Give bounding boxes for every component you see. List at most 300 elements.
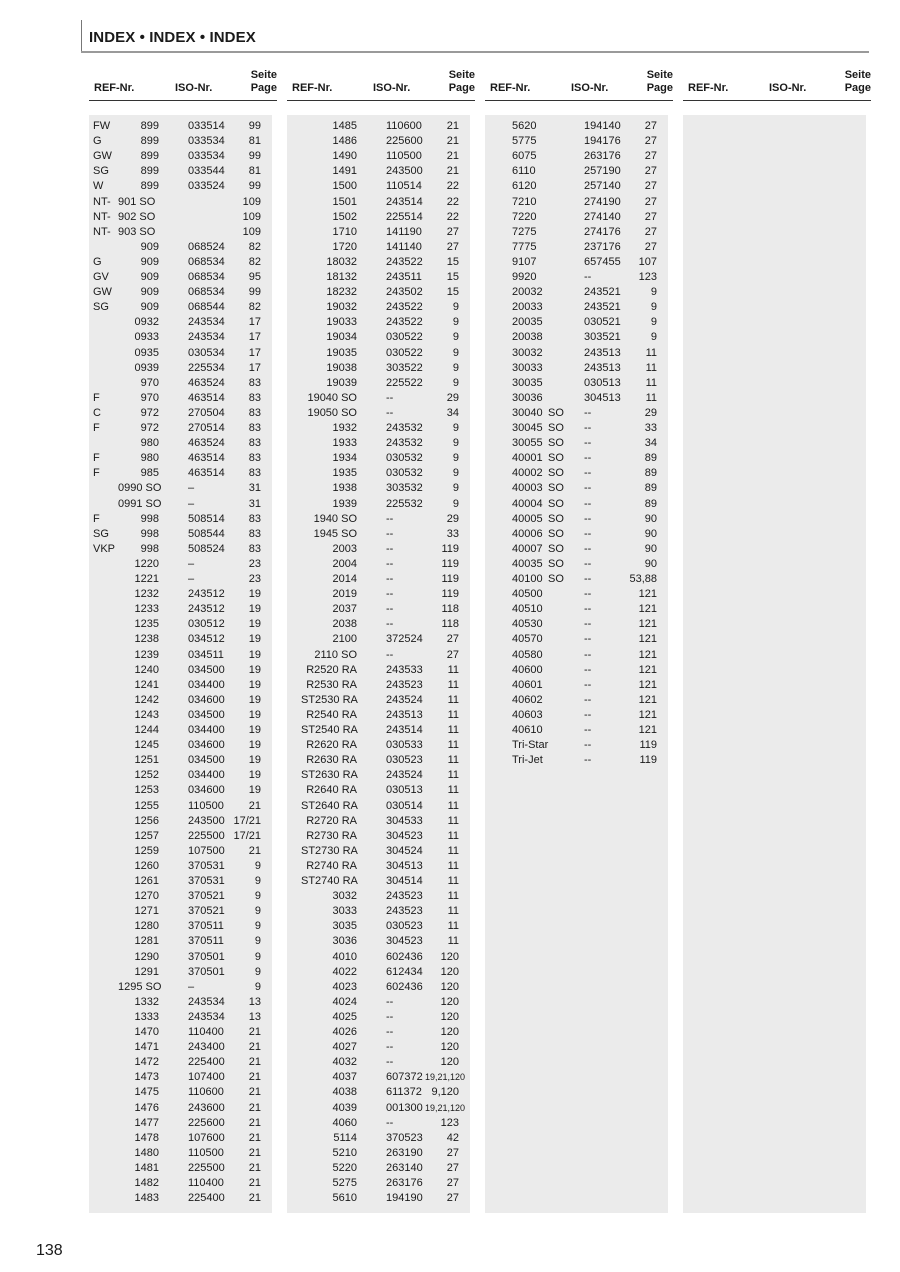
page-ref: 121	[638, 603, 657, 616]
iso-number: 030513	[584, 376, 621, 389]
ref-number: 1471	[134, 1041, 159, 1054]
page-ref: 17	[248, 331, 261, 344]
page-ref: 81	[248, 135, 261, 148]
page-ref: 21	[248, 1101, 261, 1114]
page-ref: 9	[650, 301, 657, 314]
index-row	[485, 602, 668, 617]
index-row	[287, 179, 470, 194]
ref-number: ST2640 RA	[301, 799, 358, 812]
page-ref: 33	[644, 422, 657, 434]
ref-prefix: SG	[93, 301, 109, 314]
page-ref: 107	[638, 255, 657, 268]
index-row	[89, 738, 272, 753]
ref-number: R2640 RA	[306, 784, 357, 797]
header-iso: ISO-Nr.	[373, 82, 411, 94]
index-row	[485, 708, 668, 723]
iso-number: 257190	[584, 165, 621, 178]
page-ref: 27	[644, 150, 657, 163]
index-row	[89, 195, 272, 210]
index-row	[89, 829, 272, 844]
ref-number: 1478	[134, 1131, 159, 1144]
ref-number: 40610	[512, 724, 543, 736]
ref-number: 2004	[332, 557, 357, 570]
header-iso: ISO-Nr.	[175, 82, 213, 94]
page-ref: 19	[248, 739, 261, 752]
ref-suffix: SO	[548, 497, 564, 510]
iso-number: 225534	[188, 361, 225, 374]
index-row	[89, 134, 272, 149]
page-ref: 11	[447, 829, 459, 842]
ref-prefix: SG	[93, 165, 109, 178]
page-ref: 17	[248, 346, 261, 359]
ref-number: 1491	[332, 165, 357, 178]
page-ref: 83	[248, 406, 261, 419]
iso-number: 033544	[188, 165, 225, 178]
page-ref: 123	[440, 1116, 459, 1129]
index-row	[287, 376, 470, 391]
index-row	[287, 195, 470, 210]
ref-number: 3032	[332, 890, 357, 903]
ref-number: R2630 RA	[306, 754, 357, 767]
iso-number: --	[584, 708, 592, 721]
ref-number: 40001	[512, 452, 543, 465]
ref-number: 1934	[332, 452, 357, 465]
ref-number: 1238	[134, 633, 159, 646]
index-row	[89, 497, 272, 512]
ref-number: 7210	[512, 195, 537, 208]
iso-number: 243521	[584, 301, 621, 314]
ref-suffix: SO	[548, 437, 564, 450]
index-row	[287, 542, 470, 557]
page-ref: 119	[441, 557, 459, 570]
iso-number: 463514	[188, 452, 225, 465]
iso-number: 033524	[188, 180, 225, 193]
index-row	[287, 346, 470, 361]
iso-number: 274140	[584, 210, 621, 223]
index-row	[287, 904, 470, 919]
iso-number: 107500	[188, 844, 225, 857]
page-ref: 90	[644, 527, 657, 540]
ref-number: 19035	[326, 346, 357, 359]
page-ref: 11	[447, 844, 459, 857]
page-ref: 9	[452, 346, 459, 359]
page-ref: 83	[248, 512, 261, 525]
page-ref: 34	[446, 406, 459, 419]
ref-number: 4024	[332, 995, 357, 1008]
iso-number: 030533	[386, 739, 423, 752]
index-row	[485, 542, 668, 557]
iso-number: 110500	[188, 1146, 224, 1159]
index-row	[287, 391, 470, 406]
iso-number: 034500	[188, 663, 225, 676]
ref-number: 1476	[134, 1101, 159, 1114]
index-row	[287, 240, 470, 255]
page-ref: 21	[248, 1071, 261, 1084]
ref-prefix: FW	[93, 120, 111, 132]
iso-number: 030513	[386, 784, 423, 797]
index-row	[485, 572, 668, 587]
index-row	[287, 164, 470, 179]
index-row	[89, 285, 272, 300]
index-row	[287, 119, 470, 134]
index-row	[89, 617, 272, 632]
iso-number: --	[584, 422, 592, 434]
iso-number: 243524	[386, 769, 423, 782]
iso-number: --	[386, 542, 394, 555]
index-row	[89, 768, 272, 783]
iso-number: 034511	[188, 648, 224, 661]
page-ref: 119	[441, 573, 459, 585]
iso-number: 370501	[188, 965, 225, 978]
ref-number: 972	[140, 422, 159, 434]
ref-prefix: F	[93, 467, 100, 480]
index-row	[485, 723, 668, 738]
iso-number: 657455	[584, 255, 621, 268]
page-ref: 17	[248, 361, 261, 374]
page-ref: 121	[638, 588, 657, 601]
ref-number: 1485	[332, 120, 357, 132]
index-row	[287, 874, 470, 889]
index-column-1	[89, 115, 272, 1213]
index-row	[89, 889, 272, 904]
ref-number: 1480	[134, 1146, 159, 1159]
ref-number: 1939	[332, 497, 357, 510]
ref-number: 1271	[134, 905, 159, 918]
page-ref: 90	[644, 542, 657, 555]
ref-number: 40004	[512, 497, 543, 510]
page-ref: 19	[248, 754, 261, 767]
ref-number: R2520 RA	[306, 663, 357, 676]
iso-number: 068534	[188, 271, 225, 283]
index-row	[485, 119, 668, 134]
iso-number: --	[584, 739, 592, 752]
page-ref: 27	[644, 195, 657, 208]
iso-number: 194176	[584, 135, 621, 148]
page-ref: 21	[446, 135, 459, 148]
ref-number: 0990 SO	[118, 482, 162, 495]
page-ref: 11	[447, 935, 459, 948]
page-ref: 19	[248, 663, 261, 676]
index-row	[89, 451, 272, 466]
ref-number: ST2630 RA	[301, 769, 358, 782]
iso-number: 225522	[386, 376, 423, 389]
iso-number: --	[584, 482, 592, 495]
title-rule-vertical	[81, 20, 82, 52]
iso-number: 030514	[386, 799, 423, 812]
ref-number: 2110 SO	[314, 648, 357, 661]
iso-number: 068544	[188, 301, 225, 314]
iso-number: --	[584, 724, 592, 736]
ref-number: 1472	[134, 1056, 159, 1069]
page-ref: 21	[446, 120, 459, 132]
page-ref: 19	[248, 769, 261, 782]
index-row	[89, 648, 272, 663]
index-row	[89, 1040, 272, 1055]
index-row	[287, 361, 470, 376]
ref-prefix: F	[93, 452, 100, 465]
ref-number: 40570	[512, 633, 543, 646]
page-ref: 21	[248, 1056, 261, 1069]
ref-number: 899	[140, 135, 159, 148]
header-iso: ISO-Nr.	[769, 82, 807, 94]
index-row	[89, 1085, 272, 1100]
index-row	[287, 270, 470, 285]
iso-number: --	[584, 271, 592, 283]
iso-number: 508514	[188, 512, 225, 525]
index-row	[89, 255, 272, 270]
ref-number: 3035	[332, 920, 357, 933]
page-ref: 83	[248, 391, 261, 404]
page-ref: 99	[248, 286, 261, 299]
page-ref: 11	[447, 784, 459, 797]
index-row	[287, 300, 470, 315]
ref-suffix: SO	[548, 422, 564, 434]
page-ref: 27	[446, 240, 459, 253]
header-ref: REF-Nr.	[292, 82, 333, 94]
page-ref: 83	[248, 422, 261, 434]
index-row	[89, 1010, 272, 1025]
ref-suffix: SO	[548, 467, 564, 480]
page-ref: 27	[446, 1177, 459, 1189]
index-row	[89, 587, 272, 602]
iso-number: 274190	[584, 195, 621, 208]
index-row	[485, 512, 668, 527]
iso-number: 370511	[188, 920, 224, 933]
page-ref: 27	[644, 240, 657, 253]
iso-number: 508524	[188, 542, 225, 555]
iso-number: 030522	[386, 331, 423, 344]
ref-suffix: SO	[548, 482, 564, 495]
page-ref: 83	[248, 542, 261, 555]
iso-number: 304523	[386, 935, 423, 948]
iso-number: 107400	[188, 1071, 225, 1084]
iso-number: 243534	[188, 331, 225, 344]
page-ref: 15	[446, 271, 459, 283]
index-row	[485, 678, 668, 693]
page-ref: 90	[644, 512, 657, 525]
index-row	[287, 134, 470, 149]
index-row	[287, 950, 470, 965]
ref-number: 19050 SO	[307, 406, 357, 419]
page-ref: 21	[248, 844, 261, 857]
page-ref: 119	[441, 542, 459, 555]
page-ref: 34	[644, 437, 657, 450]
page-ref: 19	[248, 784, 261, 797]
index-row	[485, 738, 668, 753]
iso-number: 243500	[386, 165, 423, 178]
iso-number: –	[188, 980, 195, 993]
page-ref: 11	[447, 890, 459, 903]
ref-number: 1242	[134, 693, 159, 706]
page-ref: 121	[638, 618, 657, 631]
header-ref: REF-Nr.	[490, 82, 531, 94]
ref-number: 40005	[512, 512, 543, 525]
ref-number: 1280	[134, 920, 159, 933]
ref-number: 1470	[134, 1026, 159, 1038]
page-ref: 21	[248, 1161, 261, 1174]
page-number: 138	[36, 1242, 63, 1259]
ref-number: 1221	[134, 573, 159, 585]
page-ref: 11	[447, 814, 459, 827]
index-row	[287, 1025, 470, 1040]
index-row	[287, 648, 470, 663]
ref-number: 30032	[512, 346, 543, 359]
page-ref: 119	[639, 754, 657, 767]
iso-number: --	[386, 588, 394, 601]
index-row	[89, 1131, 272, 1146]
index-row	[485, 693, 668, 708]
iso-number: --	[386, 1056, 394, 1069]
index-row	[287, 799, 470, 814]
page-ref: 120	[440, 965, 459, 978]
ref-number: 20033	[512, 301, 543, 314]
ref-suffix: SO	[548, 527, 564, 540]
iso-number: 463524	[188, 376, 225, 389]
ref-number: 0991 SO	[118, 497, 162, 510]
index-row	[287, 617, 470, 632]
index-row	[89, 1116, 272, 1131]
page-ref: 27	[644, 135, 657, 148]
ref-number: 3033	[332, 905, 357, 918]
page-ref: 120	[440, 1041, 459, 1054]
ref-number: ST2730 RA	[301, 844, 358, 857]
ref-number: 1481	[134, 1161, 159, 1174]
iso-number: --	[584, 573, 592, 585]
ref-number: 40600	[512, 663, 543, 676]
iso-number: 225532	[386, 497, 423, 510]
ref-prefix: GV	[93, 271, 109, 283]
ref-number: R2740 RA	[306, 859, 357, 872]
index-row	[89, 149, 272, 164]
index-row	[485, 149, 668, 164]
index-row	[287, 1146, 470, 1161]
index-row	[89, 708, 272, 723]
ref-prefix: G	[93, 135, 102, 148]
page-ref: 19	[248, 618, 261, 631]
index-row	[89, 436, 272, 451]
index-row	[89, 859, 272, 874]
iso-number: 030532	[386, 467, 423, 480]
index-row	[89, 799, 272, 814]
ref-number: R2540 RA	[306, 708, 357, 721]
ref-number: 19038	[326, 361, 357, 374]
iso-number: 270514	[188, 422, 225, 434]
index-row	[287, 1101, 470, 1116]
iso-number: --	[386, 603, 394, 616]
page-ref: 11	[645, 346, 657, 359]
header-page: Page	[844, 82, 871, 94]
iso-number: --	[386, 527, 394, 540]
iso-number: 033534	[188, 135, 225, 148]
index-row	[485, 179, 668, 194]
index-row	[485, 466, 668, 481]
page-ref: 109	[242, 195, 261, 208]
iso-number: 463514	[188, 467, 225, 480]
ref-number: 40601	[512, 678, 543, 691]
page-ref: 19,21,120	[424, 1102, 465, 1113]
ref-number: 899	[140, 120, 159, 132]
ref-number: 40510	[512, 603, 543, 616]
index-row	[89, 346, 272, 361]
index-row	[89, 1191, 272, 1206]
iso-number: --	[386, 995, 394, 1008]
header-seite: Seite	[250, 69, 277, 81]
index-row	[89, 1055, 272, 1070]
page-ref: 9	[452, 482, 459, 495]
ref-number: 4060	[332, 1116, 357, 1129]
ref-suffix: SO	[548, 542, 564, 555]
ref-number: 6120	[512, 180, 537, 193]
page-ref: 42	[446, 1131, 459, 1144]
ref-number: 40100	[512, 573, 543, 585]
ref-number: 0932	[134, 316, 159, 329]
index-row	[287, 587, 470, 602]
ref-number: 5620	[512, 120, 537, 132]
ref-number: 2100	[332, 633, 357, 646]
index-row	[287, 1055, 470, 1070]
iso-number: 194140	[584, 120, 621, 132]
iso-number: --	[584, 406, 592, 419]
page-ref: 9	[254, 905, 261, 918]
page-ref: 11	[447, 739, 459, 752]
index-row	[485, 225, 668, 240]
ref-suffix: SO	[548, 512, 564, 525]
iso-number: 243600	[188, 1101, 225, 1114]
index-row	[287, 678, 470, 693]
ref-number: 4027	[332, 1041, 357, 1054]
ref-number: 4023	[332, 980, 357, 993]
ref-number: 40007	[512, 542, 543, 555]
ref-number: 998	[140, 542, 159, 555]
iso-number: 110500	[386, 150, 422, 163]
page-ref: 9	[254, 950, 261, 963]
ref-number: 1256	[134, 814, 159, 827]
iso-number: --	[386, 618, 394, 631]
index-column-2	[287, 115, 470, 1213]
index-row	[89, 995, 272, 1010]
page-ref: 9	[452, 422, 459, 434]
iso-number: 107600	[188, 1131, 225, 1144]
ref-number: 19032	[326, 301, 357, 314]
page-ref: 120	[440, 995, 459, 1008]
page-ref: 83	[248, 376, 261, 389]
ref-number: 5114	[333, 1131, 357, 1144]
ref-number: 40003	[512, 482, 543, 495]
index-row	[89, 572, 272, 587]
index-row	[287, 1131, 470, 1146]
iso-number: 243512	[188, 603, 225, 616]
index-row	[287, 632, 470, 647]
index-row	[89, 874, 272, 889]
ref-number: 4026	[332, 1026, 357, 1038]
ref-number: 5210	[332, 1146, 357, 1159]
iso-number: 370511	[188, 935, 224, 948]
ref-number: 970	[140, 376, 159, 389]
iso-number: 034400	[188, 724, 225, 736]
index-row	[287, 225, 470, 240]
index-row	[287, 315, 470, 330]
index-row	[89, 1161, 272, 1176]
ref-number: 4010	[332, 950, 357, 963]
page-ref: 118	[441, 603, 459, 616]
index-row	[287, 1191, 470, 1206]
ref-number: ST2530 RA	[301, 693, 358, 706]
page-ref: 120	[440, 1010, 459, 1023]
ref-number: 0935	[134, 346, 159, 359]
iso-number: --	[584, 754, 592, 767]
page-ref: 31	[248, 482, 261, 495]
iso-number: 370531	[188, 859, 225, 872]
